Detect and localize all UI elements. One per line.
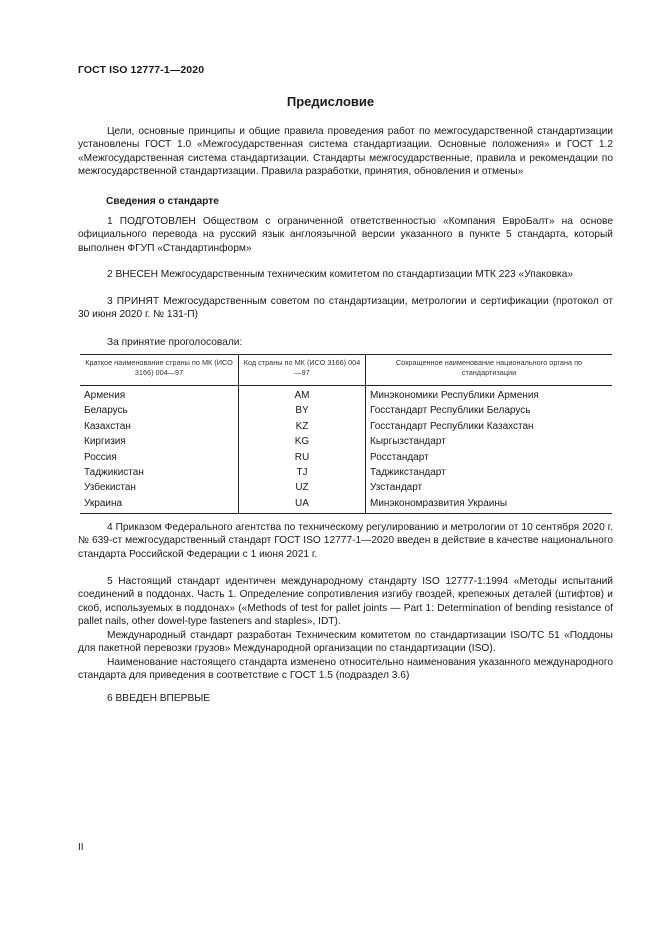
table-cell-agency: Кыргызстандарт	[366, 434, 613, 449]
table-cell-code: KG	[239, 434, 366, 449]
table-row	[80, 386, 612, 404]
table-row	[80, 419, 612, 434]
table-cell-code: TJ	[239, 465, 366, 480]
table-header-country: Краткое наименование страны по МК (ИСО 3166) 004—97	[80, 355, 239, 386]
table-cell-code: KZ	[239, 419, 366, 434]
item-6-paragraph: 6 ВВЕДЕН ВПЕРВЫЕ	[107, 693, 211, 704]
item-4-paragraph: 4 Приказом Федерального агентства по техническому регулированию и метрологии от 10 сентября 2020 г. № 639-ст межгосударственный стандарт ГОСТ ISO 12777-1—2020 введен в действие в качестве национального стандарта Российской Федерации с 1 июня 2021 г.	[78, 522, 613, 560]
table-header-agency: Сокращенное наименование национального органа по стандартизации	[366, 355, 613, 386]
table-row	[80, 450, 612, 465]
document-code-header: ГОСТ ISO 12777-1—2020	[78, 64, 205, 76]
item-5-paragraph-2: Международный стандарт разработан Техническим комитетом по стандартизации ISO/TC 51 «Поддоны для пакетной перевозки грузов» Международной организации по стандартизации (ISO).	[78, 630, 613, 655]
item-5-paragraph-1: 5 Настоящий стандарт идентичен международному стандарту ISO 12777-1:1994 «Методы испытаний соединений в поддонах. Часть 1. Определение сопротивления изгибу гвоздей, крепежных деталей (штифтов) и скоб, используемых в поддонах» («Methods of test for pallet joints — Part 1: Determination of bending resistance of pallet nails, other dowel-type fasteners and staples», IDT).	[78, 576, 613, 628]
table-cell-country: Таджикистан	[84, 467, 144, 479]
table-cell-agency: Росстандарт	[366, 450, 613, 465]
table-row	[80, 434, 612, 449]
table-cell-country: Казахстан	[84, 420, 131, 432]
intro-paragraph: Цели, основные принципы и общие правила проведения работ по межгосударственной стандартизации установлены ГОСТ 1.0 «Межгосударственная система стандартизации. Основные положения» и ГОСТ 1.2 «Межгосударственная система стандартизации. Стандарты межгосударственные, правила и рекомендации по межгосударственной стандартизации. Правила разработки, принятия, обновления и отмены»	[78, 126, 613, 178]
section-heading: Сведения о стандарте	[106, 196, 219, 207]
voting-intro: За принятие проголосовали:	[107, 337, 243, 348]
table-cell-country: Беларусь	[84, 405, 128, 417]
table-cell-country: Узбекистан	[84, 482, 136, 494]
table-cell-country: Украина	[80, 496, 239, 514]
table-cell-code: BY	[239, 403, 366, 418]
table-cell-agency: Узстандарт	[366, 480, 613, 495]
item-2-paragraph: 2 ВНЕСЕН Межгосударственным техническим комитетом по стандартизации МТК 223 «Упаковка»	[107, 269, 574, 280]
table-row	[80, 496, 612, 514]
table-cell-country: Киргизия	[84, 436, 126, 448]
page-title: Предисловие	[286, 94, 375, 109]
table-cell-country: Россия	[84, 451, 117, 463]
table-cell-agency: Госстандарт Республики Беларусь	[366, 403, 613, 418]
item-1-paragraph: 1 ПОДГОТОВЛЕН Обществом с ограниченной ответственностью «Компания ЕвроБалт» на основе официального перевода на русский язык англоязычной версии указанного в пункте 5 стандарта, который выполнен ФГУП «Стандартинформ»	[78, 216, 613, 254]
table-cell-code: AM	[239, 386, 366, 404]
table-header-code: Код страны по МК (ИСО 3166) 004—97	[239, 355, 366, 386]
table-cell-agency: Госстандарт Республики Казахстан	[366, 419, 613, 434]
table-cell-agency: Таджикстандарт	[366, 465, 613, 480]
table-row	[80, 480, 612, 495]
table-row	[80, 465, 612, 480]
table-cell-code: RU	[239, 450, 366, 465]
table-cell-code: UZ	[239, 480, 366, 495]
voting-table	[80, 354, 612, 514]
table-cell-code: UA	[239, 496, 366, 514]
table-cell-country: Армения	[84, 390, 126, 401]
item-5-paragraph-3: Наименование настоящего стандарта изменено относительно наименования указанного международного стандарта для приведения в соответствие с ГОСТ 1.5 (подраздел 3.6)	[78, 657, 613, 682]
table-header-row	[80, 355, 612, 386]
table-cell-agency: Минэкономики Республики Армения	[366, 386, 613, 404]
table-row	[80, 403, 612, 418]
item-3-paragraph: 3 ПРИНЯТ Межгосударственным советом по стандартизации, метрологии и сертификации (протокол от 30 июня 2020 г. № 131-П)	[78, 296, 613, 321]
page-number: II	[78, 842, 84, 853]
table-cell-agency: Минэкономразвития Украины	[366, 496, 613, 514]
